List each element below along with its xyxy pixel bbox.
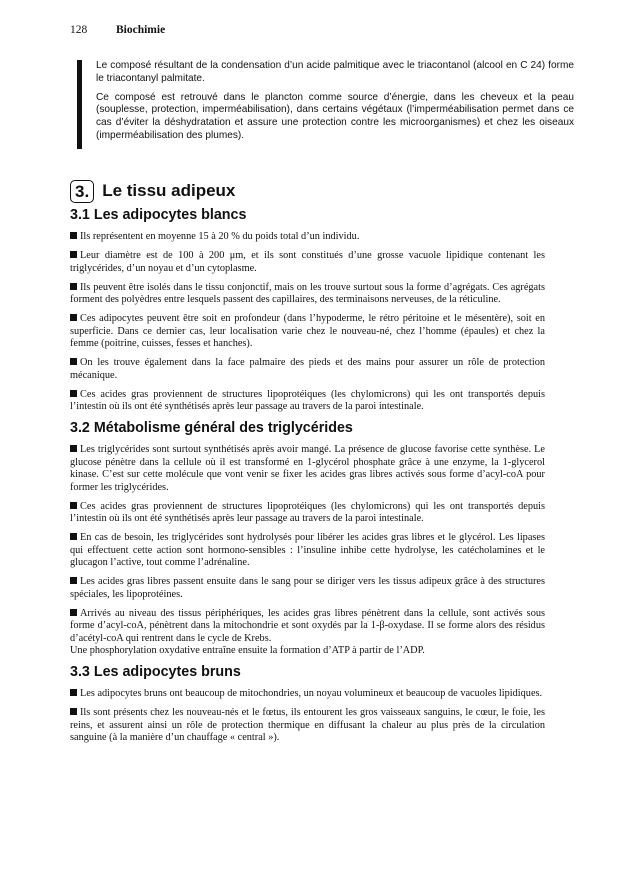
running-head: [70, 24, 165, 36]
box-paragraph: Le composé résultant de la condensation d’un acide palmitique avec le triacontanol (alcool en C 24) forme le triacontanyl palmitate.: [96, 60, 574, 84]
section-heading: 3.2 Métabolisme général des triglycérides: [70, 420, 353, 436]
info-box: [77, 60, 574, 149]
bullet-icon: [70, 533, 77, 540]
paragraph: Ces adipocytes peuvent être soit en profondeur (dans l’hypoderme, le rétro péritoine et le mésentère), soit en superficie. Dans ce dernier cas, leur localisation varie chez le nouveau-né, chez l’homme (épaules) et chez la femme (poitrine, cuisses, fesses et hanches).: [70, 313, 545, 349]
bullet-icon: [70, 390, 77, 397]
bullet-icon: [70, 502, 77, 509]
chapter-heading: [70, 180, 545, 203]
paragraph: Ils peuvent être isolés dans le tissu conjonctif, mais on les trouve surtout sous la forme d’agrégats. Ces agrégats forment des polyèdres entre lesquels passent des capillaires, des terminaisons nerveuses, de la réticuline.: [70, 281, 545, 305]
book-title: Biochimie: [116, 24, 166, 36]
bullet-icon: [70, 283, 77, 290]
paragraph: Les adipocytes bruns ont beaucoup de mitochondries, un noyau volumineux et beaucoup de vacuoles lipidiques.: [70, 688, 545, 701]
paragraph: Ces acides gras proviennent de structures lipoprotéiques (les chylomicrons) qui les ont transportés depuis l’intestin où ils ont été synthétisés après leur passage au travers de la paroi intestinale.: [70, 500, 545, 524]
bullet-icon: [70, 314, 77, 321]
bullet-icon: [70, 609, 77, 616]
bullet-icon: [70, 358, 77, 365]
bullet-icon: [70, 251, 77, 258]
bullet-icon: [70, 689, 77, 696]
paragraph: Ils sont présents chez les nouveau-nés et le fœtus, ils entourent les gros vaisseaux sanguins, le cœur, le foie, les reins, et assurent ainsi un rôle de protection thermique en diffusant la chaleur au plus près de la circulation sanguine (à la manière d’un chauffage « central »).: [70, 707, 545, 743]
paragraph: Ces acides gras proviennent de structures lipoprotéiques (les chylomicrons) qui les ont transportés depuis l’intestin où ils ont été synthétisés après leur passage au travers de la paroi intestinale.: [70, 388, 545, 412]
paragraph: En cas de besoin, les triglycérides sont hydrolysés pour libérer les acides gras libres et le glycérol. Les lipases qui effectuent cette action sont hormono-sensibles : l’insuline inhibe cette hydrolyse, les catécholamines et le glucagon l’active, tout comme l’adrénaline.: [70, 532, 545, 568]
paragraph: Les triglycérides sont surtout synthétisés après avoir mangé. La présence de glucose favorise cette synthèse. Le glucose pénètre dans la cellule où il est transformé en 1-glycérol phosphate grâce à une enzyme, la 1-glycerol kinase. C’est sur cette molécule que vont venir se fixer les acides gras libres activés sous forme d’acyl-coA pour former les triglycérides.: [70, 444, 545, 493]
bullet-icon: [70, 232, 77, 239]
paragraph: On les trouve également dans la face palmaire des pieds et des mains pour assurer un rôle de protection mécanique.: [70, 357, 545, 381]
bullet-icon: [70, 445, 77, 452]
box-paragraph: Ce composé est retrouvé dans le plancton comme source d’énergie, dans les cheveux et la peau (souplesse, protection, imperméabilisation), dans certains végétaux (l’imperméabilisation permet dans ce cas d’éviter la déshydratation et assure une protection contre les microorganismes) et chez les oiseaux (imperméabilisation des plumes).: [96, 91, 574, 141]
paragraph: Leur diamètre est de 100 à 200 μm, et ils sont constitués d’une grosse vacuole lipidique contenant les triglycérides, d’un noyau et d’un cytoplasme.: [70, 250, 545, 274]
paragraph: Ils représentent en moyenne 15 à 20 % du poids total d’un individu.: [70, 231, 545, 244]
section-heading: 3.3 Les adipocytes bruns: [70, 664, 241, 680]
bullet-icon: [70, 577, 77, 584]
chapter-number: 3.: [70, 180, 94, 203]
paragraph: Les acides gras libres passent ensuite dans le sang pour se diriger vers les tissus adipeux grâce à des structures spéciales, les lipoprotéines.: [70, 576, 545, 600]
chapter-title: Le tissu adipeux: [102, 181, 236, 201]
bullet-icon: [70, 708, 77, 715]
main-content: [70, 180, 545, 751]
section-heading: 3.1 Les adipocytes blancs: [70, 207, 247, 223]
paragraph: Arrivés au niveau des tissus périphériques, les acides gras libres pénètrent dans la cellule, sont activés sous forme d’acyl-coA, pénètrent dans la mitochondrie et sont oxydés par la 1-β-oxydase. Il se forme alors des résidus d’acétyl-coA qui rentrent dans le cycle de Krebs. Une phosphorylation oxydative entraîne ensuite la formation d’ATP à partir de l’ADP.: [70, 607, 545, 656]
page-number: 128: [70, 24, 88, 36]
